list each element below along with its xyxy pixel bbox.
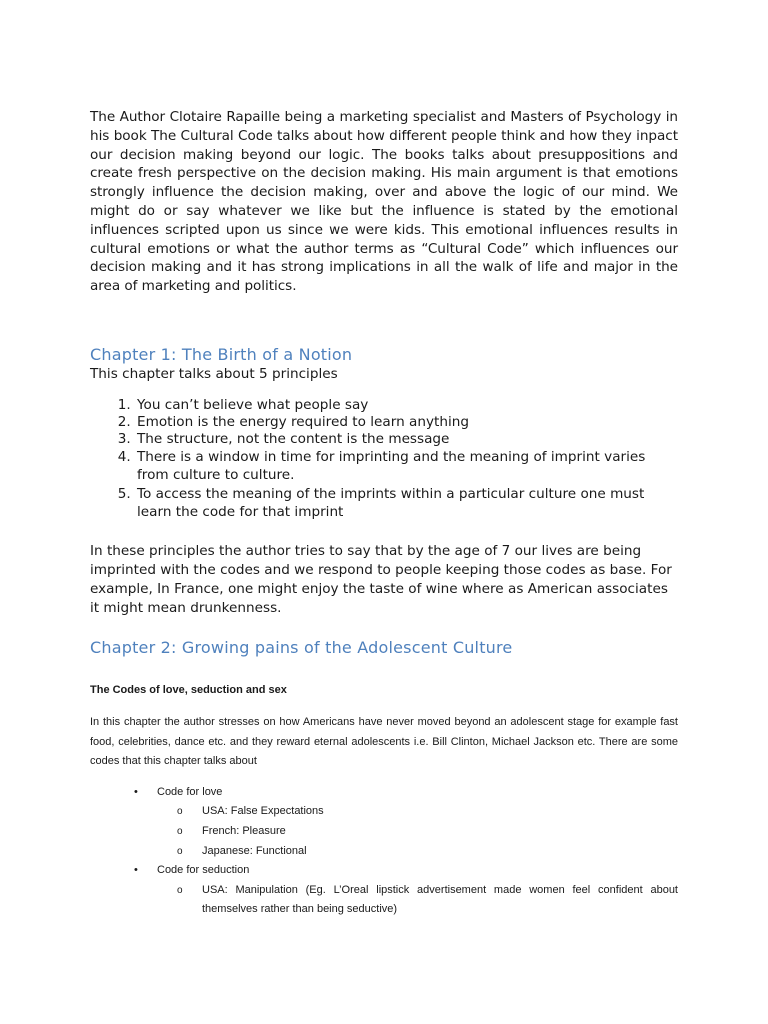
sub-code-text: USA: Manipulation (Eg. L’Oreal lipstick advertisement made women feel confident about themselves rather than being seductive) [202, 883, 678, 916]
chapter-2-paragraph: In this chapter the author stresses on how Americans have never moved beyond an adolescent stage for example fast food, celebrities, dance etc. and they reward eternal adolescents i.e. Bill Clinton, Michael Jackson etc. There are some codes that this chapter talks about [90, 715, 678, 768]
code-label: Code for love [157, 785, 223, 798]
intro-paragraph: The Author Clotaire Rapaille being a marketing specialist and Masters of Psychology in his book The Cultural Code talks about how different people think and how they inpact our decision making beyond our logic. The books talks about presuppositions and create fresh perspective on the decision making. His main argument is that emotions strongly influence the decision making, over and above the logic of our mind. We might do or say whatever we like but the influence is stated by the emotional influences scripted upon us since we were kids. This emotional influences results in cultural emotions or what the author terms as “Cultural Code” which influences our decision making and it has strong implications in all the walk of life and major in the area of marketing and politics. [90, 109, 678, 295]
code-label: Code for seduction [157, 864, 250, 877]
sub-code-text: USA: False Expectations [202, 805, 324, 818]
codes-section-heading: The Codes of love, seduction and sex [90, 683, 287, 696]
principle-item: 2. Emotion is the energy required to learn anything [135, 414, 678, 431]
principle-item: 4. There is a window in time for imprinting and the meaning of imprint varies from culture to culture. [135, 448, 678, 485]
sub-code-text: Japanese: Functional [202, 844, 307, 857]
chapter-1-heading: Chapter 1: The Birth of a Notion [90, 344, 353, 364]
sub-code-text: French: Pleasure [202, 824, 286, 837]
principle-item: 5. To access the meaning of the imprints within a particular culture one must learn the code for that imprint [135, 485, 678, 522]
sub-code-item [157, 842, 678, 862]
circle-bullet-icon: o [177, 845, 183, 857]
codes-list [90, 783, 678, 920]
sub-code-item [157, 881, 678, 920]
sub-code-item [157, 802, 678, 822]
principle-item: 1. You can’t believe what people say [135, 397, 678, 414]
chapter-1-summary: In these principles the author tries to say that by the age of 7 our lives are being imprinted with the codes and we respond to people keeping those codes as base. For example, In France, one might enjoy the taste of wine where as American associates it might mean drunkenness. [90, 542, 672, 616]
principles-list [90, 397, 678, 522]
code-item [90, 783, 678, 861]
principle-item: 3. The structure, not the content is the message [135, 431, 678, 448]
sub-code-list [157, 881, 678, 920]
bullet-icon: • [134, 864, 138, 877]
sub-code-list [157, 802, 678, 861]
bullet-icon: • [134, 785, 138, 798]
chapter-2-heading: Chapter 2: Growing pains of the Adolescent Culture [90, 637, 513, 657]
sub-code-item [157, 822, 678, 842]
circle-bullet-icon: o [177, 825, 183, 837]
code-item [90, 861, 678, 920]
chapter-1-subtitle: This chapter talks about 5 principles [90, 365, 338, 382]
circle-bullet-icon: o [177, 806, 183, 818]
document-page [90, 108, 678, 920]
circle-bullet-icon: o [177, 884, 183, 896]
